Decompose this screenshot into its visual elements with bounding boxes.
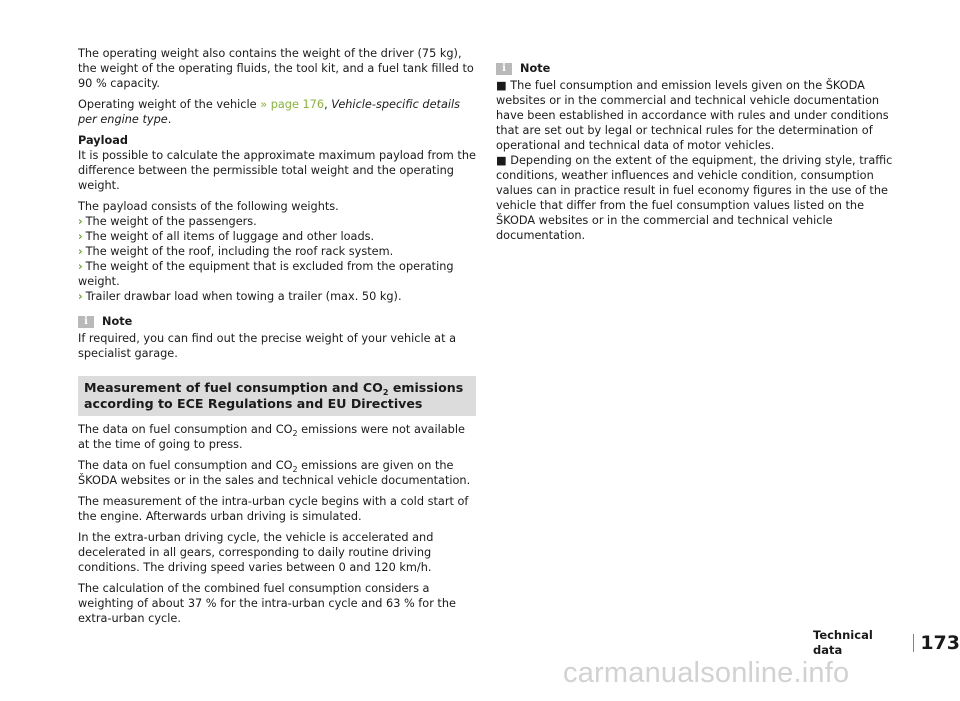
note-label: Note xyxy=(520,62,551,75)
ref-end: . xyxy=(167,113,172,126)
page-link[interactable]: » page 176 xyxy=(260,98,325,111)
payload-text: It is possible to calculate the approximate maximum payload from the difference between the permissible total weight and the operating weight. xyxy=(78,149,476,192)
chevron-right-icon: › xyxy=(78,245,83,258)
footer-chapter-title: Technical data xyxy=(813,628,873,657)
paragraph-operating-weight-ref xyxy=(78,97,476,127)
bullet-list xyxy=(78,214,476,304)
ref-prefix: Operating weight of the vehicle xyxy=(78,98,261,111)
section-heading: Measurement of fuel consumption and $CO_2$ emissions according to ECE Regulations and EU Directives xyxy=(78,376,476,416)
paragraph-combined: The calculation of the combined fuel consumption considers a weighting of about 37 % for the intra-urban cycle and 63 % for the extra-urban cycle. xyxy=(78,582,456,625)
info-icon: i xyxy=(496,63,512,75)
note-item: ■ Depending on the extent of the equipment, the driving style, traffic conditions, weather influences and vehicle condition, consumption values can in practice result in fuel economy figures in the use of the vehicle that differ from the fuel consumption values listed on the ŠKODA websites or in the commercial and technical vehicle documentation. xyxy=(496,154,893,242)
list-item: › The weight of the equipment that is excluded from the operating weight. xyxy=(78,260,454,288)
info-icon: i xyxy=(78,316,94,328)
footer-divider xyxy=(913,634,914,652)
paragraph-operating-weight: The operating weight also contains the weight of the driver (75 kg), the weight of the operating fluids, the tool kit, and a fuel tank filled to 90 % capacity. xyxy=(78,47,474,90)
note-items xyxy=(496,78,896,243)
note-item: ■ The fuel consumption and emission levels given on the ŠKODA websites or in the commercial and technical vehicle documentation have been established in accordance with rules and under conditions that are set out by legal or technical rules for the determination of operational and technical data of motor vehicles. xyxy=(496,79,889,152)
chevron-right-icon: › xyxy=(78,215,83,228)
watermark: carmanualsonline.info xyxy=(563,657,850,689)
chevron-right-icon: › xyxy=(78,230,83,243)
note-label: Note xyxy=(102,315,133,328)
page-number: 173 xyxy=(920,631,960,654)
payload-consists: The payload consists of the following weights. xyxy=(78,200,339,213)
ref-italic: Vehicle-specific details per engine type xyxy=(78,98,461,126)
chevron-right-icon: › xyxy=(78,290,83,303)
ref-sep: , xyxy=(324,98,332,111)
paragraph-data-sources: The data on fuel consumption and $CO_2$ emissions are given on the ŠKODA websites or in the sales and technical vehicle documentation. xyxy=(78,459,471,487)
list-item: › The weight of the roof, including the roof rack system. xyxy=(78,245,394,258)
paragraph-extra-urban: In the extra-urban driving cycle, the vehicle is accelerated and decelerated in all gears, corresponding to daily routine driving conditions. The driving speed varies between 0 and 120 km/h. xyxy=(78,531,434,574)
list-item: › The weight of the passengers. xyxy=(78,215,257,228)
note-header xyxy=(496,61,896,76)
page-footer xyxy=(813,628,960,658)
payload-heading: Payload xyxy=(78,134,128,147)
left-column xyxy=(78,46,476,632)
list-item: › Trailer drawbar load when towing a trailer (max. 50 kg). xyxy=(78,290,402,303)
right-column xyxy=(496,46,896,243)
chevron-right-icon: › xyxy=(78,260,83,273)
note-header xyxy=(78,314,476,329)
note-text: If required, you can find out the precise weight of your vehicle at a specialist garage. xyxy=(78,332,457,360)
list-item: › The weight of all items of luggage and other loads. xyxy=(78,230,375,243)
paragraph-intra-urban: The measurement of the intra-urban cycle begins with a cold start of the engine. Afterwards urban driving is simulated. xyxy=(78,495,469,523)
paragraph-data-unavailable: The data on fuel consumption and $CO_2$ emissions were not available at the time of going to press. xyxy=(78,423,465,451)
